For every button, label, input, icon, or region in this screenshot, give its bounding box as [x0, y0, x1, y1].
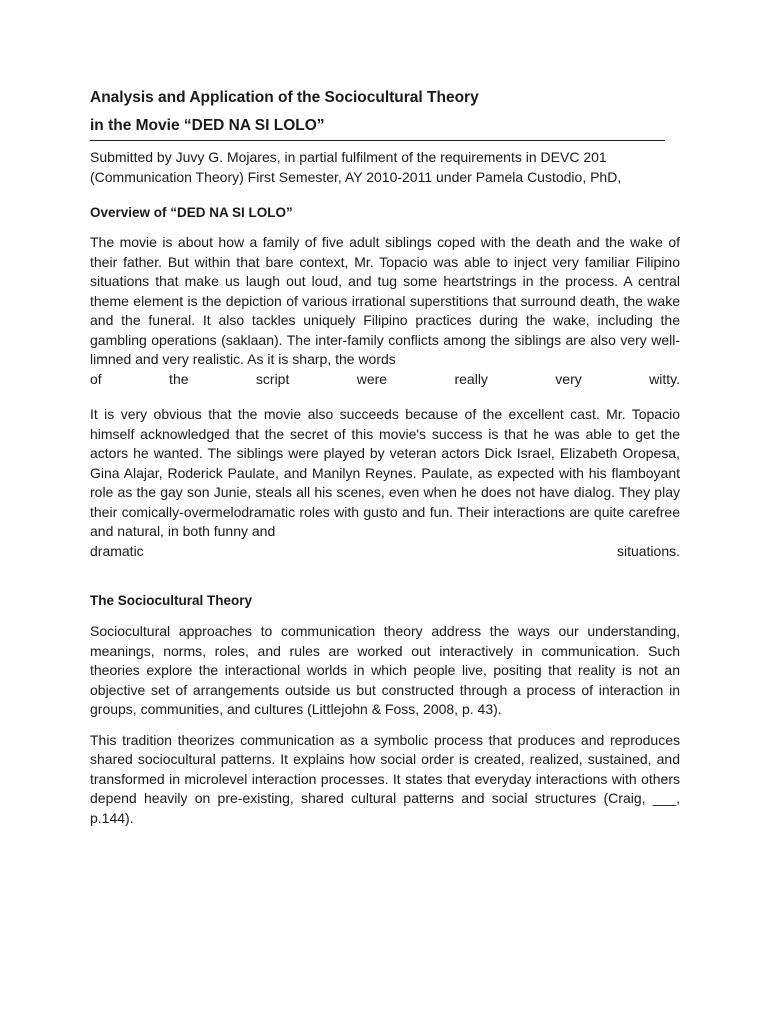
document-title-line-2: in the Movie “DED NA SI LOLO” [90, 117, 325, 134]
section-heading-overview: Overview of “DED NA SI LOLO” [90, 205, 293, 220]
submission-note: Submitted by Juvy G. Mojares, in partial fulfilment of the requirements in DEVC 201 (Communication Theory) First Semester, AY 2010-2011 under Pamela Custodio, PhD, [90, 149, 622, 185]
paragraph-theory-1 [90, 622, 680, 720]
paragraph-body: The movie is about how a family of five adult siblings coped with the death and the wake of their father. But within that bare context, Mr. Topacio was able to inject very familiar Filipino situations that make us laugh out loud, and tug some heartstrings in the process. A central theme element is the depiction of various irrational superstitions that surround death, the wake and the funeral. It also tackles uniquely Filipino practices during the wake, including the gambling operations (saklaan). The inter-family conflicts among the siblings are also very well-limned and very realistic. As it is sharp, the words [90, 234, 680, 367]
title-underline [90, 140, 665, 141]
paragraph-last-line: of the script were really very witty. [90, 370, 680, 387]
document-page [90, 88, 680, 828]
section-heading-sociocultural-theory: The Sociocultural Theory [90, 593, 253, 608]
paragraph-overview-1 [90, 233, 680, 389]
paragraph-body: It is very obvious that the movie also succeeds because of the excellent cast. Mr. Topacio himself acknowledged that the secret of this movie's success is that he was able to get the actors he wanted. The siblings were played by veteran actors Dick Israel, Elizabeth Oropesa, Gina Alajar, Roderick Paulate, and Manilyn Reynes. Paulate, as expected with his flamboyant role as the gay son Junie, steals all his scenes, even when he does not have dialog. They play their comically-overmelodramatic roles with gusto and fun. Their interactions are quite carefree and natural, in both funny and [90, 406, 680, 539]
paragraph-overview-2 [90, 405, 680, 561]
paragraph-body: Sociocultural approaches to communication theory address the ways our understanding, meanings, norms, roles, and rules are worked out interactively in communication. Such theories explore the interactional worlds in which people live, positing that reality is not an objective set of arrangements outside us but constructed through a process of interaction in groups, communities, and cultures (Littlejohn & Foss, 2008, p. 43). [90, 623, 680, 717]
document-title-line-1: Analysis and Application of the Sociocultural Theory [90, 89, 479, 106]
paragraph-last-line: dramatic situations. [90, 542, 680, 559]
paragraph-theory-2 [90, 731, 680, 829]
paragraph-body: This tradition theorizes communication as a symbolic process that produces and reproduces shared sociocultural patterns. It explains how social order is created, realized, sustained, and transformed in microlevel interaction processes. It states that everyday interactions with others depend heavily on pre-existing, shared cultural patterns and social structures (Craig, ___, p.144). [90, 731, 680, 826]
